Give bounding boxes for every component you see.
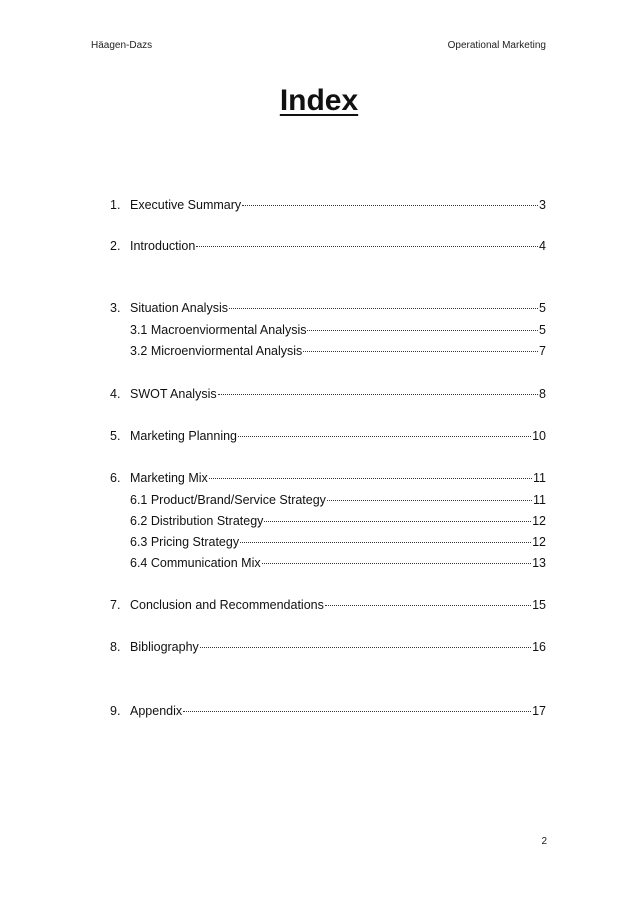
toc-subentry-microenviormental-analysis (130, 343, 546, 359)
toc-entry-conclusion-and-recommendations (110, 597, 546, 613)
toc-dot-leader (183, 711, 531, 712)
toc-entry-executive-summary (110, 197, 546, 213)
header-right-text: Operational Marketing (447, 40, 546, 51)
toc-entry-label: Appendix (130, 704, 183, 718)
toc-dot-leader (209, 478, 532, 479)
toc-entry-page: 17 (532, 704, 546, 718)
toc-dot-leader (240, 542, 531, 543)
toc-subentry-macroenviormental-analysis (130, 322, 546, 338)
toc-entry-label: 6.1 Product/Brand/Service Strategy (130, 493, 326, 507)
toc-entry-number: 7. (110, 598, 121, 612)
toc-dot-leader (325, 605, 531, 606)
toc-entry-swot-analysis (110, 386, 546, 402)
toc-dot-leader (238, 436, 531, 437)
toc-entry-page: 3 (539, 198, 546, 212)
toc-dot-leader (218, 394, 538, 395)
toc-entry-label: Introduction (130, 239, 196, 253)
toc-dot-leader (262, 563, 531, 564)
toc-entry-bibliography (110, 639, 546, 655)
toc-subentry-communication-mix (130, 555, 546, 571)
toc-entry-label: 6.2 Distribution Strategy (130, 514, 264, 528)
page-title: Index (279, 84, 359, 117)
toc-entry-number: 5. (110, 429, 121, 443)
toc-entry-label: 6.4 Communication Mix (130, 556, 261, 570)
toc-dot-leader (303, 351, 538, 352)
toc-entry-number: 1. (110, 198, 121, 212)
toc-entry-page: 15 (532, 598, 546, 612)
toc-dot-leader (229, 308, 538, 309)
toc-dot-leader (200, 647, 531, 648)
toc-entry-label: 3.2 Microenviormental Analysis (130, 344, 303, 358)
toc-entry-number: 6. (110, 471, 121, 485)
toc-dot-leader (242, 205, 538, 206)
toc-dot-leader (307, 330, 538, 331)
toc-entry-label: 6.3 Pricing Strategy (130, 535, 240, 549)
toc-entry-label: Conclusion and Recommendations (130, 598, 324, 612)
toc-entry-page: 4 (539, 239, 546, 253)
toc-entry-label: Situation Analysis (130, 301, 228, 315)
header-left-text: Häagen-Dazs (91, 40, 153, 51)
toc-entry-page: 5 (539, 301, 546, 315)
toc-entry-number: 2. (110, 239, 121, 253)
toc-dot-leader (327, 500, 532, 501)
toc-subentry-pricing-strategy (130, 534, 546, 550)
toc-entry-label: Marketing Mix (130, 471, 208, 485)
toc-entry-number: 3. (110, 301, 121, 315)
toc-entry-number: 8. (110, 640, 121, 654)
toc-entry-page: 13 (532, 556, 546, 570)
toc-entry-marketing-planning (110, 428, 546, 444)
toc-entry-page: 7 (539, 344, 546, 358)
toc-entry-label: 3.1 Macroenviormental Analysis (130, 323, 307, 337)
toc-dot-leader (196, 246, 538, 247)
toc-entry-label: SWOT Analysis (130, 387, 217, 401)
toc-entry-page: 5 (539, 323, 546, 337)
toc-entry-marketing-mix (110, 470, 546, 486)
toc-entry-page: 10 (532, 429, 546, 443)
toc-entry-label: Marketing Planning (130, 429, 238, 443)
toc-entry-page: 11 (533, 471, 546, 485)
toc-entry-page: 11 (533, 493, 546, 507)
toc-entry-appendix (110, 703, 546, 719)
toc-entry-page: 12 (532, 535, 546, 549)
toc-subentry-product-brand-service-strategy (130, 492, 546, 508)
page-number: 2 (541, 836, 547, 847)
toc-entry-page: 16 (532, 640, 546, 654)
toc-entry-label: Executive Summary (130, 198, 242, 212)
toc-entry-page: 12 (532, 514, 546, 528)
toc-dot-leader (264, 521, 531, 522)
toc-subentry-distribution-strategy (130, 513, 546, 529)
toc-entry-page: 8 (539, 387, 546, 401)
toc-entry-label: Bibliography (130, 640, 199, 654)
toc-entry-introduction (110, 238, 546, 254)
toc-entry-number: 9. (110, 704, 121, 718)
toc-entry-situation-analysis (110, 300, 546, 316)
toc-entry-number: 4. (110, 387, 121, 401)
